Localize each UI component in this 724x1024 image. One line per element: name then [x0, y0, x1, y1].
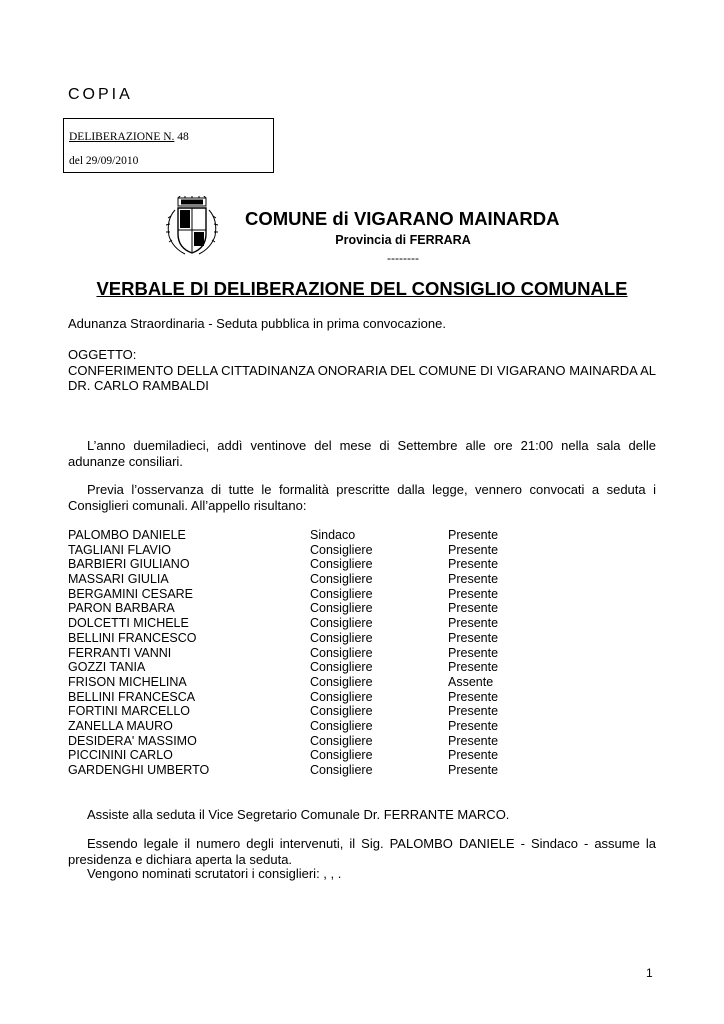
member-role: Consigliere — [310, 616, 373, 631]
member-role: Consigliere — [310, 630, 373, 645]
member-status: Presente — [448, 748, 499, 763]
member-status: Presente — [448, 557, 499, 572]
deliberazione-number-line — [69, 131, 189, 143]
member-name: FORTINI MARCELLO — [68, 704, 191, 719]
provincia-subtitle: Provincia di FERRARA — [335, 233, 471, 247]
member-row — [68, 601, 656, 616]
member-role: Consigliere — [310, 689, 373, 704]
member-row — [68, 660, 656, 675]
member-role: Consigliere — [310, 542, 373, 557]
comune-crest-icon — [163, 196, 221, 256]
member-row — [68, 675, 656, 690]
member-row — [68, 557, 656, 572]
member-name: TAGLIANI FLAVIO — [68, 542, 172, 557]
member-role: Consigliere — [310, 557, 373, 572]
paragraph-presidenza: Essendo legale il numero degli intervenuti, il Sig. PALOMBO DANIELE - Sindaco - assume la presidenza e dichiara aperta la seduta. — [68, 836, 656, 867]
member-status: Presente — [448, 572, 499, 587]
member-status: Presente — [448, 630, 499, 645]
oggetto-label: OGGETTO: — [68, 347, 137, 362]
member-status: Presente — [448, 645, 499, 660]
member-name: BERGAMINI CESARE — [68, 586, 194, 601]
paragraph-scrutatori: Vengono nominati scrutatori i consiglieri: , , . — [87, 866, 342, 881]
paragraph-segretario: Assiste alla seduta il Vice Segretario Comunale Dr. FERRANTE MARCO. — [87, 807, 510, 822]
member-name: DESIDERA' MASSIMO — [68, 733, 197, 748]
page-number: 1 — [646, 966, 653, 980]
member-row — [68, 646, 656, 661]
member-row — [68, 543, 656, 558]
member-name: FERRANTI VANNI — [68, 645, 172, 660]
deliberazione-date: del 29/09/2010 — [69, 155, 139, 167]
member-status: Presente — [448, 733, 499, 748]
member-name: BARBIERI GIULIANO — [68, 557, 190, 572]
member-status: Presente — [448, 704, 499, 719]
member-name: FRISON MICHELINA — [68, 674, 187, 689]
member-status: Presente — [448, 718, 499, 733]
member-role: Sindaco — [310, 528, 356, 542]
copia-label: COPIA — [68, 86, 133, 103]
member-row — [68, 587, 656, 602]
member-row — [68, 719, 656, 734]
comune-title: COMUNE di VIGARANO MAINARDA — [245, 208, 560, 229]
member-role: Consigliere — [310, 674, 373, 689]
member-role: Consigliere — [310, 718, 373, 733]
member-name: PICCININI CARLO — [68, 748, 173, 763]
member-status: Presente — [448, 542, 499, 557]
member-name: BELLINI FRANCESCA — [68, 689, 196, 704]
oggetto-text: CONFERIMENTO DELLA CITTADINANZA ONORARIA DEL COMUNE DI VIGARANO MAINARDA AL DR. CARLO RAMBALDI — [68, 362, 656, 393]
member-role: Consigliere — [310, 572, 373, 587]
member-row — [68, 704, 656, 719]
member-row — [68, 631, 656, 646]
member-row — [68, 616, 656, 631]
member-status: Presente — [448, 763, 499, 777]
member-status: Presente — [448, 616, 499, 631]
member-status: Presente — [448, 528, 499, 542]
member-row — [68, 734, 656, 749]
document-heading: VERBALE DI DELIBERAZIONE DEL CONSIGLIO COMUNALE — [96, 278, 628, 299]
member-status: Presente — [448, 689, 499, 704]
member-role: Consigliere — [310, 586, 373, 601]
member-status: Presente — [448, 601, 499, 616]
title-separator: -------- — [387, 251, 419, 265]
member-name: GARDENGHI UMBERTO — [68, 763, 210, 777]
member-role: Consigliere — [310, 660, 373, 675]
paragraph-convocazione: Previa l’osservanza di tutte le formalità prescritte dalla legge, vennero convocati a seduta i Consiglieri comunali. All’appello risultano: — [68, 482, 656, 513]
member-row — [68, 748, 656, 763]
member-role: Consigliere — [310, 748, 373, 763]
member-row — [68, 528, 656, 543]
member-status: Presente — [448, 660, 499, 675]
member-role: Consigliere — [310, 704, 373, 719]
paragraph-date: L’anno duemiladieci, addì ventinove del mese di Settembre alle ore 21:00 nella sala delle adunanze consiliari. — [68, 438, 656, 469]
member-name: PARON BARBARA — [68, 601, 175, 616]
deliberazione-box — [63, 118, 274, 173]
member-name: ZANELLA MAURO — [68, 718, 173, 733]
member-row — [68, 572, 656, 587]
member-status: Presente — [448, 586, 499, 601]
member-name: BELLINI FRANCESCO — [68, 630, 197, 645]
member-role: Consigliere — [310, 733, 373, 748]
member-row — [68, 763, 656, 778]
members-list — [68, 528, 656, 778]
deliberazione-label: DELIBERAZIONE N. — [69, 131, 175, 143]
member-row — [68, 690, 656, 705]
deliberazione-number: 48 — [177, 131, 189, 143]
member-name: MASSARI GIULIA — [68, 572, 169, 587]
adunanza-line: Adunanza Straordinaria - Seduta pubblica in prima convocazione. — [68, 316, 446, 331]
oggetto-section — [68, 347, 656, 394]
member-name: PALOMBO DANIELE — [68, 528, 186, 542]
member-status: Assente — [448, 674, 494, 689]
member-name: DOLCETTI MICHELE — [68, 616, 189, 631]
member-role: Consigliere — [310, 601, 373, 616]
member-role: Consigliere — [310, 645, 373, 660]
member-role: Consigliere — [310, 763, 373, 777]
member-name: GOZZI TANIA — [68, 660, 146, 675]
